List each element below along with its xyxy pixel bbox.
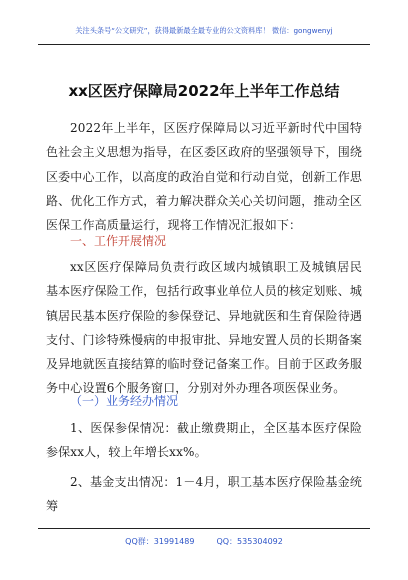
footer-divider <box>38 528 370 529</box>
footer-contact <box>0 536 408 547</box>
footer-qq-group: QQ群：31991489 <box>125 537 195 546</box>
footer-qq: QQ：535304092 <box>216 537 283 546</box>
section-heading: 一、工作开展情况 <box>70 234 167 248</box>
header-banner: 关注头条号“公文研究”，获得最新最全最专业的公文资料库！ 微信：gongwenyj <box>75 26 333 35</box>
body-paragraph: xx区医疗保障局负责行政区域内城镇职工及城镇居民基本医疗保险工作，包括行政事业单位人员的核定划账、城镇居民基本医疗保险的参保登记、异地就医和生育保险待遇支付、门诊特殊慢病的申报审批、异地安置人员的长期备案及异地就医直接结算的临时登记备案工作。目前于区政务服务中心设置6个服务窗口，分别对外办理各项医保业务。 <box>46 260 362 396</box>
document-title: xx区医疗保障局2022年上半年工作总结 <box>68 82 340 100</box>
sub-heading: （一）业务经办情况 <box>70 394 179 408</box>
header-divider <box>38 44 370 45</box>
body-paragraph: 2、基金支出情况：1－4月，职工基本医疗保险基金统筹 <box>46 475 362 514</box>
intro-paragraph: 2022年上半年，区医疗保障局以习近平新时代中国特色社会主义思想为指导，在区委区政府的坚强领导下，围绕区委中心工作，以高度的政治自觉和行动自觉，创新工作思路、优化工作方式，着力解决群众关心关切问题，推动全区医保工作高质量运行，现将工作情况汇报如下： <box>46 121 362 233</box>
body-paragraph: 1、医保参保情况：截止缴费期止，全区基本医疗保险参保xx人，较上年增长xx%。 <box>46 421 362 460</box>
